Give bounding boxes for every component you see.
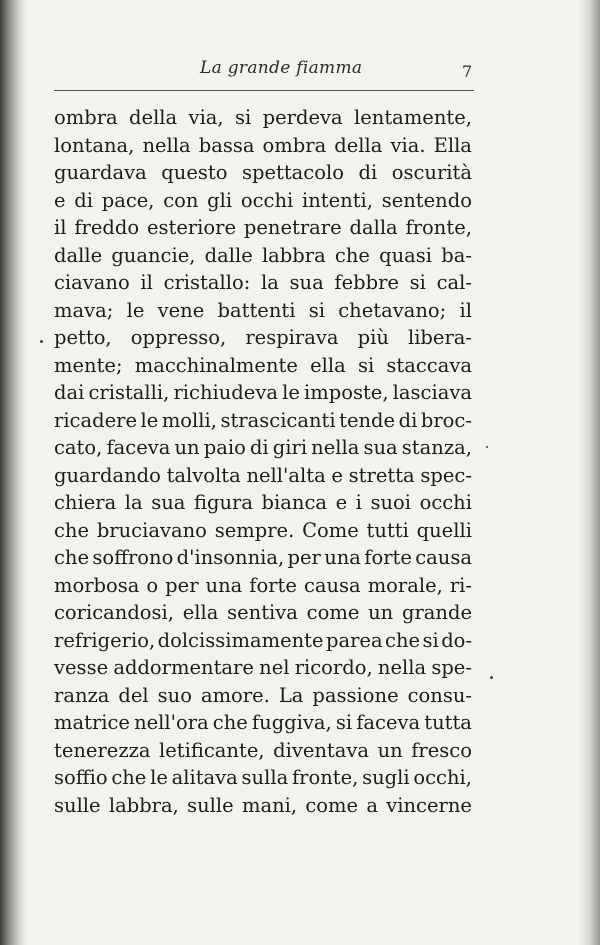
text-line: ricadere le molli, strascicanti tende di broc- bbox=[54, 408, 472, 432]
text-line: refrigerio, dolcissimamente parea che si do- bbox=[54, 628, 472, 652]
text-line: ciavano il cristallo: la sua febbre si cal- bbox=[54, 271, 472, 294]
text-line: che bruciavano sempre. Come tutti quelli bbox=[54, 518, 472, 542]
page-edge-shadow bbox=[578, 0, 600, 945]
text-line: ranza del suo amore. La passione consu- bbox=[54, 683, 472, 707]
text-line: lontana, nella bassa ombra della via. Ella bbox=[54, 133, 472, 157]
page-number: 7 bbox=[462, 62, 473, 81]
text-line: dalle guancie, dalle labbra che quasi ba- bbox=[54, 243, 472, 267]
text-line: morbosa o per una forte causa morale, ri- bbox=[54, 573, 472, 597]
running-title: La grande fiamma bbox=[200, 58, 363, 78]
text-line: cato, faceva un paio di giri nella sua stanza, bbox=[54, 436, 472, 459]
text-line: coricandosi, ella sentiva come un grande bbox=[54, 601, 472, 624]
text-line: mente; macchinalmente ella si staccava bbox=[54, 353, 472, 377]
text-line: mava; le vene battenti si chetavano; il bbox=[54, 298, 472, 322]
text-line: vesse addormentare nel ricordo, nella spe- bbox=[54, 656, 472, 679]
header-rule bbox=[54, 90, 474, 91]
text-line: che soffrono d'insonnia, per una forte causa bbox=[54, 546, 472, 569]
text-line: guardava questo spettacolo di oscurità bbox=[54, 161, 472, 184]
text-line: tenerezza letificante, diventava un fresco bbox=[54, 738, 472, 762]
text-line: dai cristalli, richiudeva le imposte, lasciava bbox=[54, 381, 472, 404]
text-line: soffio che le alitava sulla fronte, sugli occhi, bbox=[54, 766, 472, 789]
binding-shadow bbox=[0, 0, 28, 945]
print-speck bbox=[40, 340, 43, 343]
print-speck bbox=[486, 446, 488, 448]
body-text bbox=[54, 104, 472, 819]
text-line: chiera la sua figura bianca e i suoi occhi bbox=[54, 491, 472, 514]
text-line: il freddo esteriore penetrare dalla fronte, bbox=[54, 216, 472, 239]
print-speck bbox=[490, 676, 493, 679]
text-line: guardando talvolta nell'alta e stretta spec- bbox=[54, 463, 472, 487]
page-header bbox=[54, 52, 474, 92]
text-line: ombra della via, si perdeva lentamente, bbox=[54, 106, 472, 129]
text-line: petto, oppresso, respirava più libera- bbox=[54, 326, 472, 349]
text-line: matrice nell'ora che fuggiva, si faceva tutta bbox=[54, 711, 472, 734]
text-line: e di pace, con gli occhi intenti, sentendo bbox=[54, 188, 472, 212]
text-line: sulle labbra, sulle mani, come a vincerne bbox=[54, 793, 472, 817]
